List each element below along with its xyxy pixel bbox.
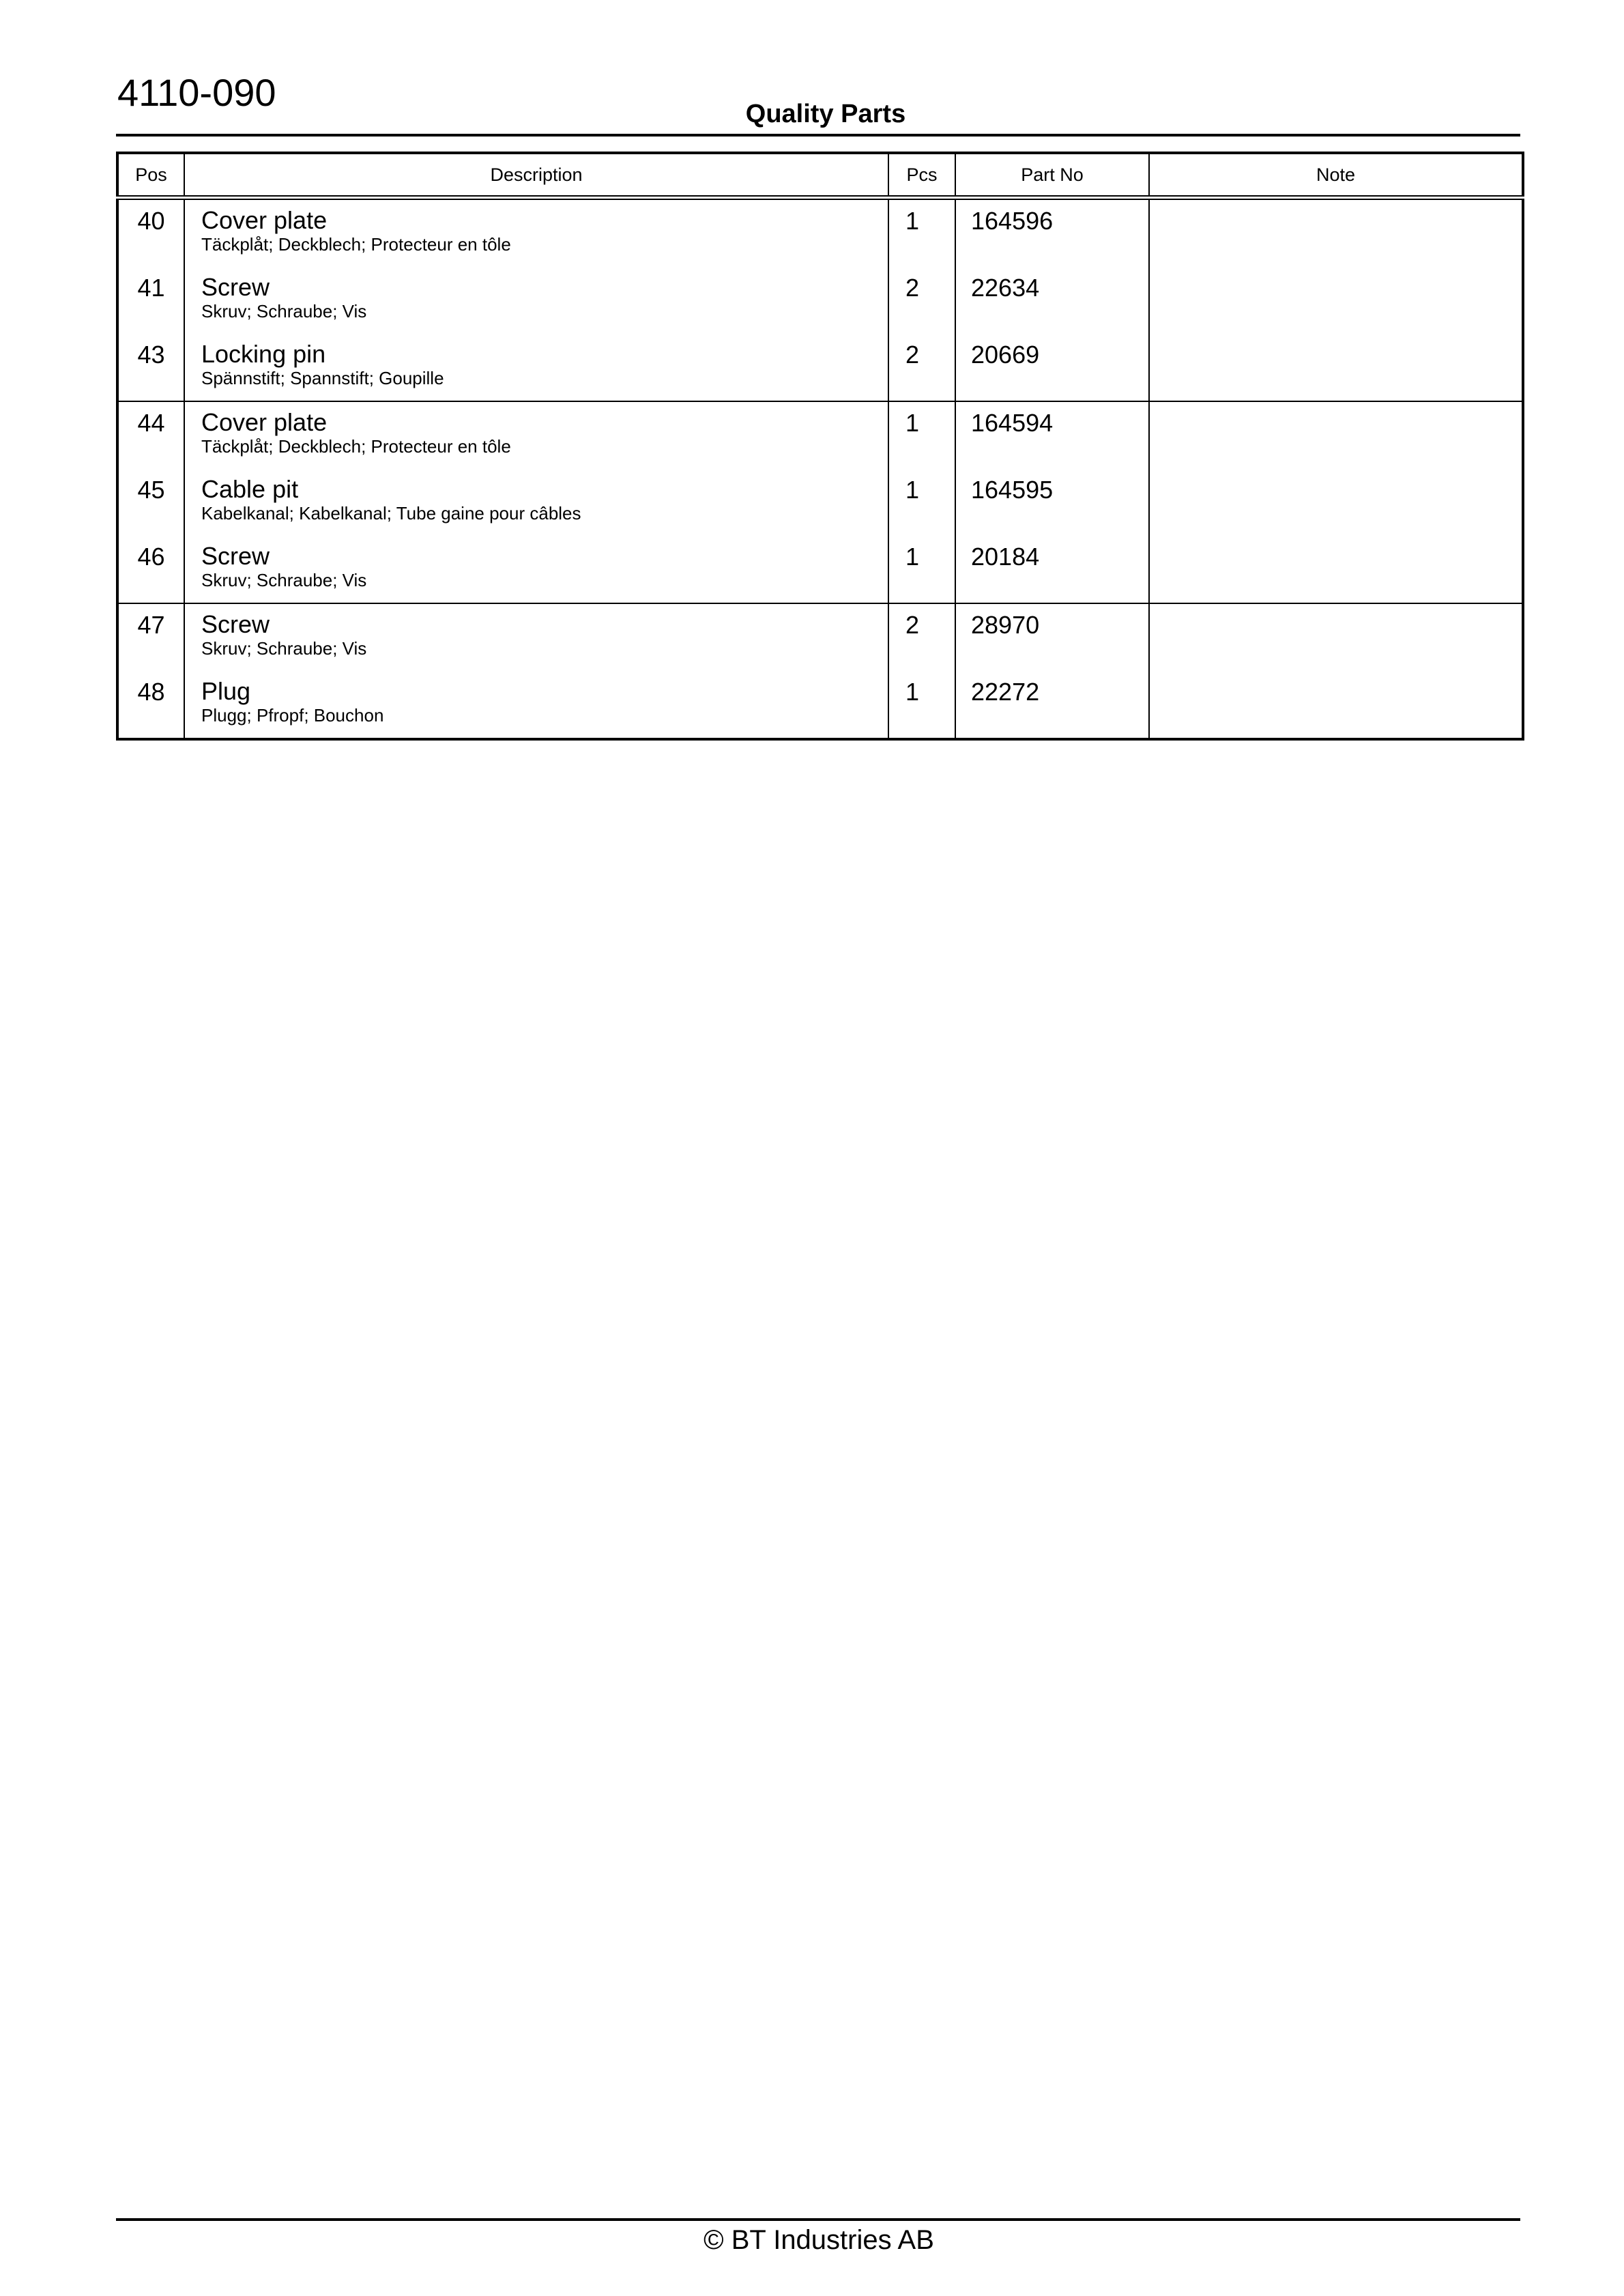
footer-divider <box>116 2218 1520 2221</box>
pos-cell: 41 <box>117 267 184 334</box>
pcs-cell: 1 <box>888 469 955 536</box>
part-translations: Täckplåt; Deckblech; Protecteur en tôle <box>201 436 511 457</box>
part-translations: Spännstift; Spannstift; Goupille <box>201 368 444 388</box>
note-cell <box>1149 603 1523 671</box>
pcs-cell: 1 <box>888 671 955 739</box>
part-no-cell: 22272 <box>955 671 1149 739</box>
pos-cell: 46 <box>117 536 184 603</box>
pcs-cell: 2 <box>888 603 955 671</box>
pos-cell: 47 <box>117 603 184 671</box>
note-cell <box>1149 469 1523 536</box>
part-name: Locking pin <box>201 340 326 368</box>
part-translations: Skruv; Schraube; Vis <box>201 638 367 659</box>
part-translations: Täckplåt; Deckblech; Protecteur en tôle <box>201 234 511 255</box>
description-cell <box>184 401 888 469</box>
pcs-cell: 1 <box>888 401 955 469</box>
part-no-cell: 22634 <box>955 267 1149 334</box>
part-name: Screw <box>201 610 270 638</box>
table-row <box>117 536 1523 603</box>
table-row <box>117 603 1523 671</box>
table-row <box>117 334 1523 401</box>
pos-cell: 44 <box>117 401 184 469</box>
description-cell <box>184 469 888 536</box>
part-no-cell: 28970 <box>955 603 1149 671</box>
copyright-notice: © BT Industries AB <box>704 2225 934 2255</box>
header-divider <box>116 134 1520 137</box>
pcs-cell: 1 <box>888 198 955 268</box>
note-cell <box>1149 334 1523 401</box>
table-row <box>117 198 1523 268</box>
part-no-cell: 164596 <box>955 198 1149 268</box>
pos-cell: 43 <box>117 334 184 401</box>
part-no-cell: 164594 <box>955 401 1149 469</box>
part-name: Cover plate <box>201 206 328 234</box>
table-row <box>117 267 1523 334</box>
note-cell <box>1149 671 1523 739</box>
description-cell <box>184 198 888 268</box>
column-header-pcs: Pcs <box>888 153 955 198</box>
part-name: Screw <box>201 273 270 301</box>
description-cell <box>184 671 888 739</box>
column-header-description: Description <box>184 153 888 198</box>
pos-cell: 48 <box>117 671 184 739</box>
part-translations: Skruv; Schraube; Vis <box>201 570 367 590</box>
column-header-pos: Pos <box>117 153 184 198</box>
part-translations: Skruv; Schraube; Vis <box>201 301 367 321</box>
column-header-part-no: Part No <box>955 153 1149 198</box>
table-row <box>117 469 1523 536</box>
part-no-cell: 164595 <box>955 469 1149 536</box>
note-cell <box>1149 198 1523 268</box>
description-cell <box>184 334 888 401</box>
description-cell <box>184 267 888 334</box>
page-title: Quality Parts <box>745 100 906 128</box>
part-name: Cover plate <box>201 408 328 436</box>
description-cell <box>184 603 888 671</box>
table-row <box>117 671 1523 739</box>
table-header-row <box>117 153 1523 198</box>
column-header-note: Note <box>1149 153 1523 198</box>
description-cell <box>184 536 888 603</box>
note-cell <box>1149 267 1523 334</box>
part-no-cell: 20184 <box>955 536 1149 603</box>
pcs-cell: 2 <box>888 334 955 401</box>
pcs-cell: 1 <box>888 536 955 603</box>
part-name: Plug <box>201 677 251 705</box>
part-no-cell: 20669 <box>955 334 1149 401</box>
table-row <box>117 401 1523 469</box>
document-number: 4110-090 <box>117 71 276 114</box>
pcs-cell: 2 <box>888 267 955 334</box>
part-name: Screw <box>201 542 270 570</box>
pos-cell: 40 <box>117 198 184 268</box>
pos-cell: 45 <box>117 469 184 536</box>
part-translations: Plugg; Pfropf; Bouchon <box>201 705 384 726</box>
part-translations: Kabelkanal; Kabelkanal; Tube gaine pour câbles <box>201 503 581 523</box>
parts-table <box>116 152 1524 741</box>
note-cell <box>1149 401 1523 469</box>
part-name: Cable pit <box>201 475 299 503</box>
note-cell <box>1149 536 1523 603</box>
